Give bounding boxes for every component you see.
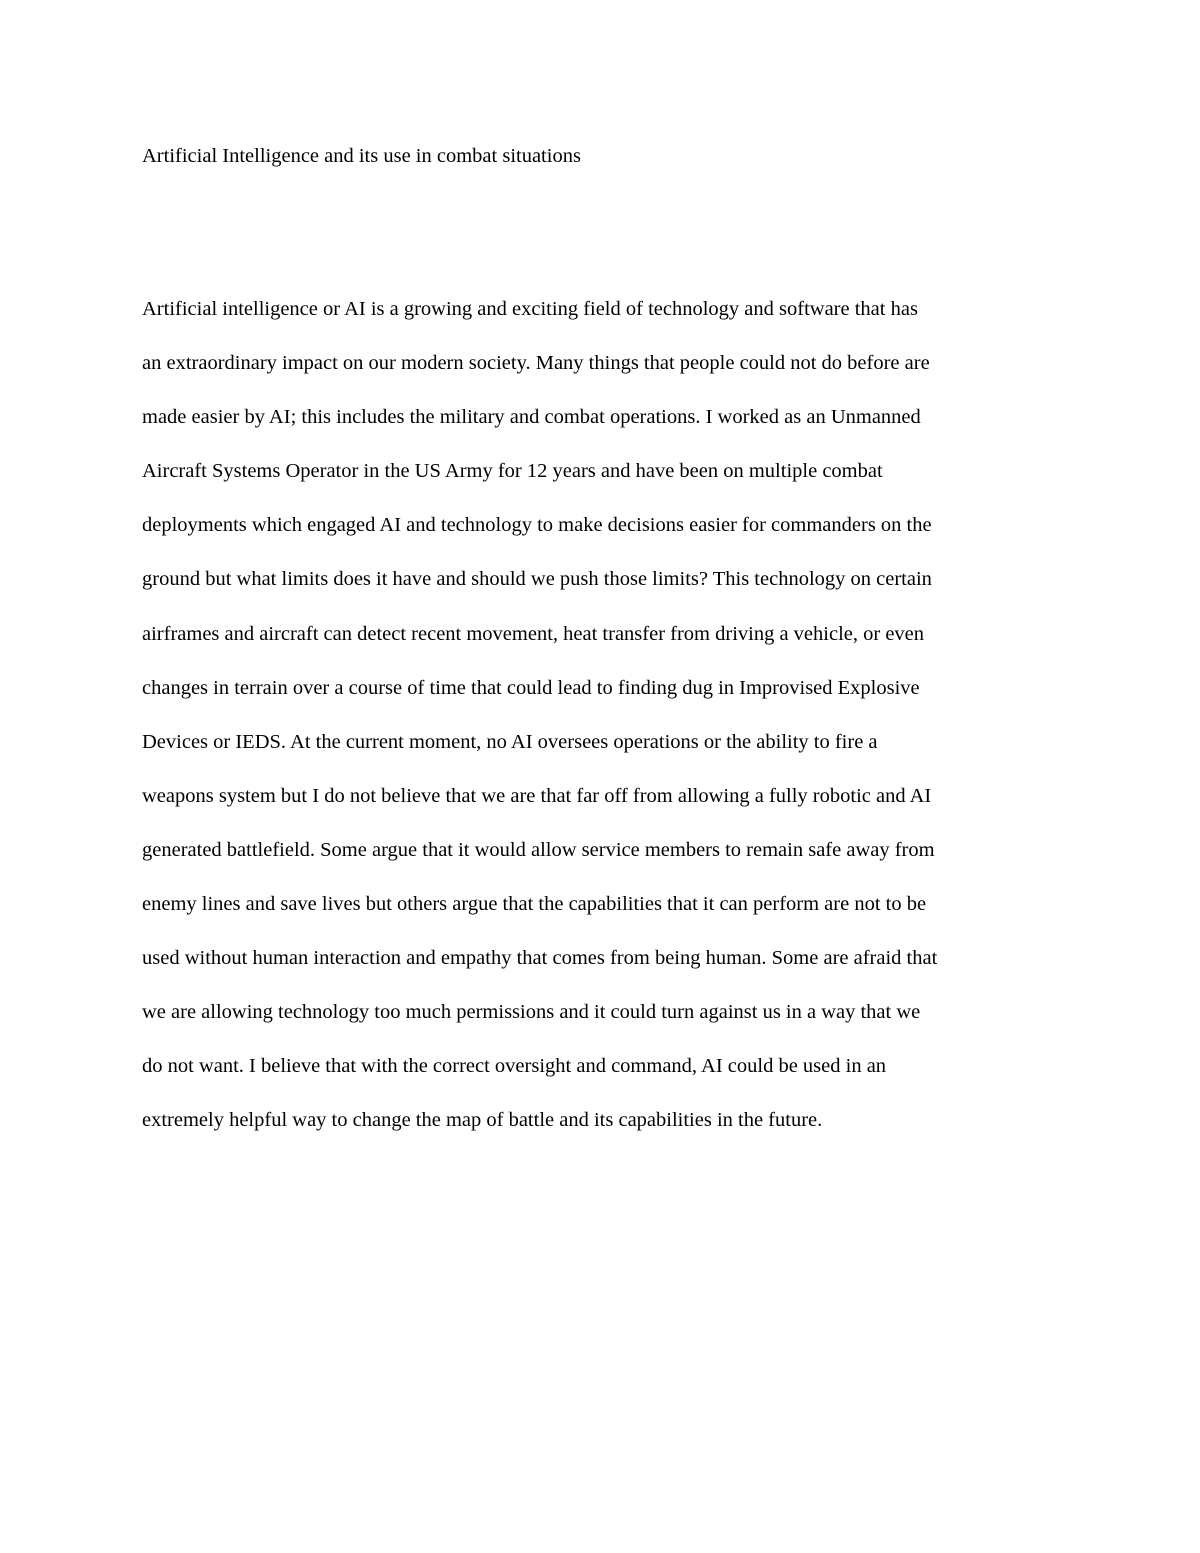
body-line: airframes and aircraft can detect recent movement, heat transfer from driving a vehicle, or even bbox=[142, 622, 925, 645]
body-line: ground but what limits does it have and should we push those limits? This technology on certain bbox=[142, 568, 932, 591]
body-line: weapons system but I do not believe that we are that far off from allowing a fully robotic and AI bbox=[142, 784, 932, 807]
body-line: deployments which engaged AI and technology to make decisions easier for commanders on the bbox=[142, 514, 932, 537]
body-line: made easier by AI; this includes the military and combat operations. I worked as an Unmanned bbox=[142, 406, 921, 429]
document-body bbox=[142, 282, 1072, 1148]
body-line: extremely helpful way to change the map of battle and its capabilities in the future. bbox=[142, 1109, 823, 1132]
body-line: we are allowing technology too much permissions and it could turn against us in a way that we bbox=[142, 1001, 921, 1024]
body-line: enemy lines and save lives but others argue that the capabilities that it can perform are not to be bbox=[142, 893, 927, 916]
body-line: Artificial intelligence or AI is a growing and exciting field of technology and software that has bbox=[142, 298, 918, 320]
body-line: an extraordinary impact on our modern society. Many things that people could not do before are bbox=[142, 352, 930, 375]
body-line: generated battlefield. Some argue that it would allow service members to remain safe away from bbox=[142, 838, 935, 861]
body-line: do not want. I believe that with the correct oversight and command, AI could be used in an bbox=[142, 1055, 887, 1078]
body-line: changes in terrain over a course of time that could lead to finding dug in Improvised Explosive bbox=[142, 676, 920, 699]
body-line: Devices or IEDS. At the current moment, no AI oversees operations or the ability to fire a bbox=[142, 730, 878, 753]
body-line: used without human interaction and empathy that comes from being human. Some are afraid that bbox=[142, 947, 938, 970]
document-title: Artificial Intelligence and its use in combat situations bbox=[142, 145, 581, 167]
body-line: Aircraft Systems Operator in the US Army for 12 years and have been on multiple combat bbox=[142, 460, 883, 483]
